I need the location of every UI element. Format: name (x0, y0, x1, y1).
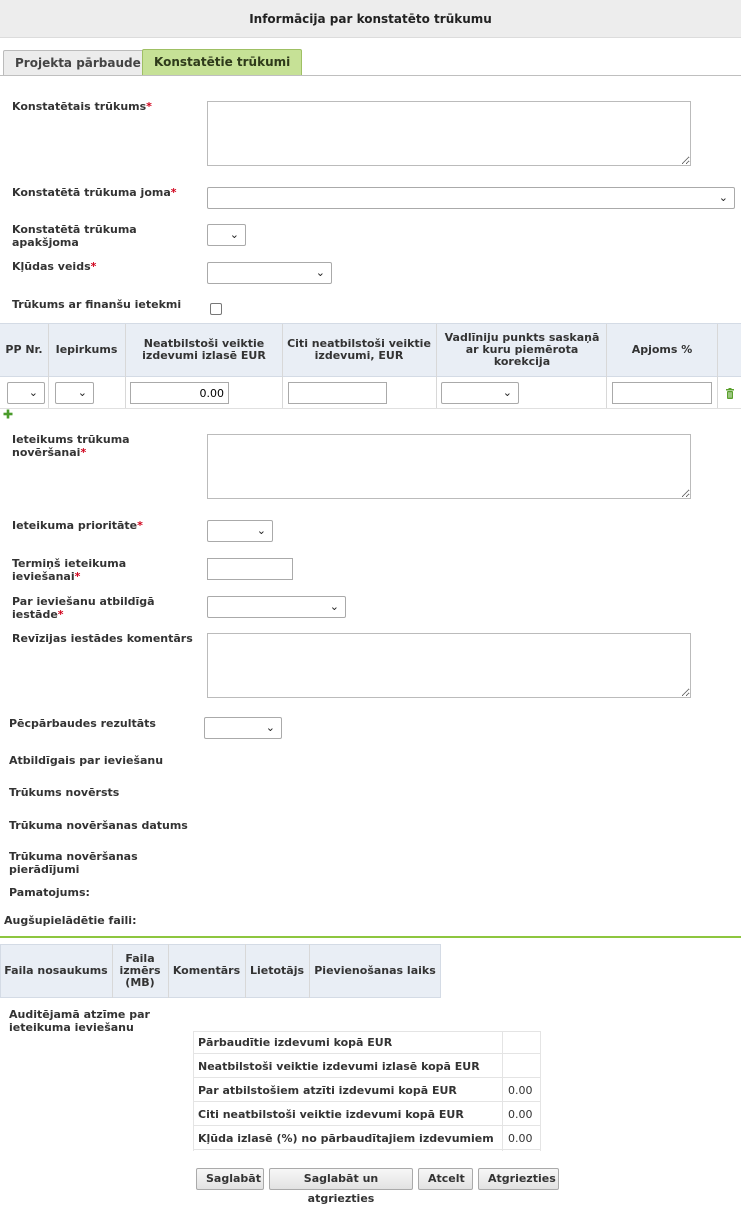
trash-icon[interactable] (725, 388, 735, 399)
table-row-border (0, 408, 741, 409)
priority-select[interactable] (207, 520, 273, 542)
other-amount-input[interactable] (288, 382, 387, 404)
error-type-select[interactable] (207, 262, 332, 284)
add-row-plus-icon[interactable] (3, 409, 13, 419)
post-check-label: Pēcpārbaudes rezultāts (9, 717, 156, 730)
summary-border (502, 1031, 503, 1151)
chevron-down-icon: ⌄ (718, 191, 728, 204)
fix-evidence-label: Trūkuma novēršanas pierādījumi (9, 850, 138, 876)
summary-row: Citi neatbilstoši veiktie izdevumi kopā EUR 0.00 (193, 1103, 541, 1126)
summary-row: Neatbilstoši veiktie izdevumi izlasē kopā EUR (193, 1055, 541, 1078)
fixed-label: Trūkums novērsts (9, 786, 120, 799)
col-divider (245, 944, 246, 998)
col-divider (309, 944, 310, 998)
col-apjoms: Apjoms % (631, 343, 693, 356)
back-button[interactable]: Atgriezties (478, 1168, 559, 1190)
post-check-select[interactable] (204, 717, 282, 739)
audit-comment-label: Revīzijas iestādes komentārs (12, 632, 193, 645)
institution-select[interactable] (207, 596, 346, 618)
col-divider (125, 324, 126, 408)
chevron-down-icon: ⌄ (256, 524, 266, 537)
auditee-note-label: Auditējamā atzīme par ieteikuma ieviešanu (9, 1008, 150, 1034)
summary-row: Pārbaudītie izdevumi kopā EUR (193, 1031, 541, 1054)
volume-input[interactable] (612, 382, 712, 404)
area-label: Konstatētā trūkuma joma* (12, 186, 177, 199)
chevron-down-icon: ⌄ (77, 386, 87, 399)
chevron-down-icon: ⌄ (329, 600, 339, 613)
uploaded-files-label: Augšupielādētie faili: (4, 914, 137, 927)
col-divider (282, 324, 283, 408)
col-citi-izdevumi: Citi neatbilstoši veiktie izdevumi, EUR (287, 337, 431, 362)
deadline-input[interactable] (207, 558, 293, 580)
chevron-down-icon: ⌄ (315, 266, 325, 279)
chevron-down-icon: ⌄ (28, 386, 38, 399)
col-divider (606, 324, 607, 408)
col-vadliniju-punkts: Vadlīniju punkts saskaņā ar kuru piemērota korekcija (444, 331, 600, 368)
col-iepirkums: Iepirkums (55, 343, 118, 356)
col-divider (436, 324, 437, 408)
tab-divider (0, 75, 741, 76)
summary-row: Par atbilstošiem atzīti izdevumi kopā EUR 0.00 (193, 1079, 541, 1102)
amount-input[interactable] (130, 382, 229, 404)
col-divider (112, 944, 113, 998)
institution-label: Par ieviešanu atbildīgā iestāde* (12, 595, 155, 621)
iepirkums-select[interactable] (55, 382, 94, 404)
recommendation-label: Ieteikums trūkuma novēršanai* (12, 433, 130, 459)
chevron-down-icon: ⌄ (265, 721, 275, 734)
col-user: Lietotājs (249, 964, 305, 977)
save-return-button[interactable]: Saglabāt un atgriezties (269, 1168, 413, 1190)
summary-border (540, 1031, 541, 1151)
summary-row: Kļūda izlasē (%) no pārbaudītajiem izdevumiem 0.00 (193, 1127, 541, 1150)
save-button[interactable]: Saglabāt (196, 1168, 264, 1190)
col-neatbilstosi-izdevumi: Neatbilstoši veiktie izdevumi izlasē EUR (142, 337, 266, 362)
col-divider (168, 944, 169, 998)
col-file-name: Faila nosaukums (4, 964, 108, 977)
area-select[interactable] (207, 187, 735, 209)
col-divider (48, 324, 49, 408)
justification-label: Pamatojums: (9, 886, 90, 899)
audit-comment-textarea[interactable] (207, 633, 691, 698)
financial-impact-checkbox[interactable] (210, 303, 222, 315)
col-added-time: Pievienošanas laiks (314, 964, 436, 977)
tab-projekta-parbaude[interactable]: Projekta pārbaude (3, 50, 153, 76)
deadline-label: Termiņš ieteikuma ieviešanai* (12, 557, 127, 583)
error-type-label: Kļūdas veids* (12, 260, 97, 273)
section-divider (0, 936, 741, 938)
cancel-button[interactable]: Atcelt (418, 1168, 473, 1190)
subarea-select[interactable] (207, 224, 246, 246)
col-divider (717, 324, 718, 408)
subarea-label: Konstatētā trūkuma apakšjoma (12, 223, 137, 249)
summary-border (193, 1031, 194, 1151)
financial-impact-label: Trūkums ar finanšu ietekmi (12, 298, 182, 311)
col-pp-nr: PP Nr. (5, 343, 43, 356)
finding-textarea[interactable] (207, 101, 691, 166)
tab-konstatetie-trukumi[interactable]: Konstatētie trūkumi (142, 49, 302, 76)
page-title: Informācija par konstatēto trūkumu (0, 0, 741, 38)
responsible-label: Atbildīgais par ieviešanu (9, 754, 164, 767)
chevron-down-icon: ⌄ (502, 386, 512, 399)
finding-label: Konstatētais trūkums* (12, 100, 152, 113)
recommendation-textarea[interactable] (207, 434, 691, 499)
fix-date-label: Trūkuma novēršanas datums (9, 819, 188, 832)
pp-nr-select[interactable] (7, 382, 45, 404)
col-comment: Komentārs (172, 964, 241, 977)
priority-label: Ieteikuma prioritāte* (12, 519, 143, 532)
guideline-select[interactable] (441, 382, 519, 404)
col-file-size: Faila izmērs (MB) (119, 952, 161, 989)
chevron-down-icon: ⌄ (229, 228, 239, 241)
